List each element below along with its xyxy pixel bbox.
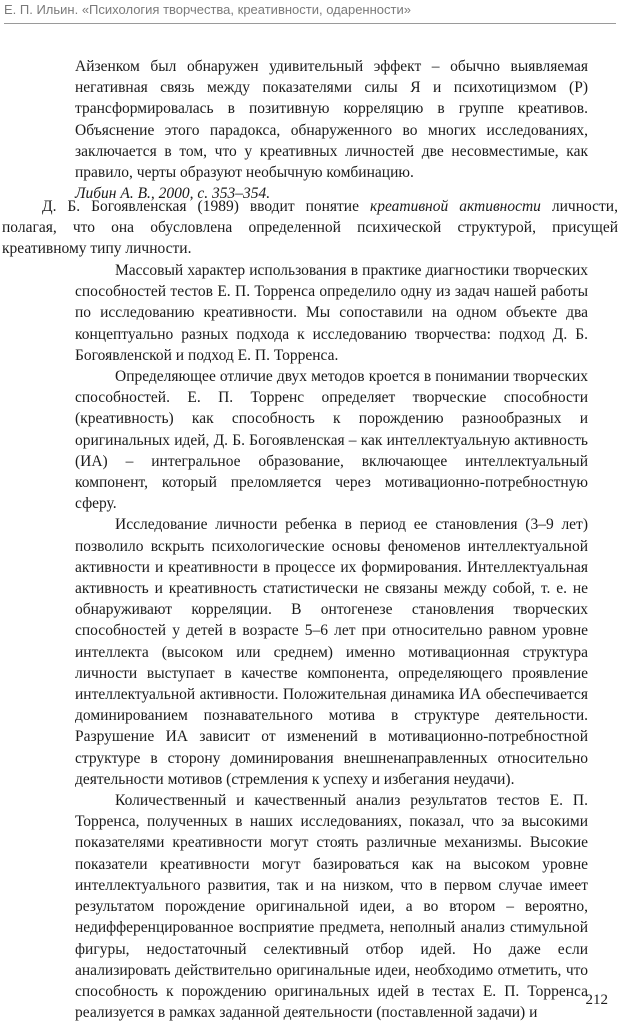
quote-1-citation: Либин А. В., 2000, с. 353–354. <box>75 185 271 203</box>
quote-block-2 <box>75 260 588 1023</box>
quote-2-paragraph-4: Количественный и качественный анализ результатов тестов Е. П. Торренса, полученных в наших исследованиях, показал, что за высокими показателями креативности могут стоять различные механизмы. Высокие показатели креативности могут базироваться как на высоком уровне интеллектуального развития, так и на низком, что в первом случае имеет результатом порождение оригинальной идеи, а во втором – вероятно, недифференцированное восприятие предмета, неполный анализ стимульной фигуры, недостаточный селективный отбор идей. Но даже если анализировать действительно оригинальные идеи, необходимо отметить, что способность к порождению оригинальных идей в тестах Е. П. Торренса реализуется в рамках заданной деятельности (поставленной задачи) и <box>75 792 588 1022</box>
body-text-start: Д. Б. Богоявленская (1989) вводит понятие <box>42 198 370 215</box>
page-number: 212 <box>585 992 608 1008</box>
quote-1-text: Айзенком был обнаружен удивительный эффект – обычно выявляемая негативная связь между показателями силы Я и психотицизмом (Р) трансформировалась в позитивную корреляцию в группе креативов. Объяснение этого парадокса, обнаруженного во многих исследованиях, заключается в том, что у креативных личностей две несовместимые, как правило, черты образуют необычную комбинацию. <box>75 58 588 182</box>
running-title: Е. П. Ильин. «Психология творчества, креативности, одаренности» <box>4 2 411 17</box>
quote-2-paragraph-2: Определяющее отличие двух методов кроется в понимании творческих способностей. Е. П. Торренс определяет творческие способности (креативность) как способность к порождению разнообразных и оригинальных идей, Д. Б. Богоявленская – как интеллектуальную активность (ИА) – интегральное образование, включающее интеллектуальный компонент, который преломляется через мотивационно-потребностную сферу. <box>75 368 588 513</box>
body-emphasis: креативной активности <box>369 198 541 215</box>
quote-block-1 <box>75 56 588 204</box>
body-text-end: личности, полагая, что она обусловлена определенной психической структурой, присущей креативному типу личности. <box>2 198 618 258</box>
body-paragraph <box>2 196 618 260</box>
running-header <box>4 1 616 24</box>
quote-2-paragraph-1: Массовый характер использования в практике диагностики творческих способностей тестов Е. П. Торренса определило одну из задач нашей работы по исследованию креативности. Мы сопоставили на одном объекте два концептуально разных подхода к исследованию творчества: подход Д. Б. Богоявленской и подход Е. П. Торренса. <box>75 262 588 364</box>
quote-2-paragraph-3: Исследование личности ребенка в период ее становления (3–9 лет) позволило вскрыть психологические основы феноменов интеллектуальной активности и креативности в процессе их формирования. Интеллектуальная активность и креативность статистически не связаны между собой, т. е. не обнаруживают корреляции. В онтогенезе становления творческих способностей у детей в возрасте 5–6 лет при относительно равном уровне интеллекта (высоком или среднем) именно мотивационная структура личности выступает в качестве компонента, определяющего проявление интеллектуальной активности. Положительная динамика ИА обеспечивается доминированием познавательного мотива в структуре деятельности. Разрушение ИА зависит от изменений в мотивационно-потребностной структуре в сторону доминирования внешненаправленных относительно деятельности мотивов (стремления к успеху и избегания неудачи). <box>75 516 588 788</box>
